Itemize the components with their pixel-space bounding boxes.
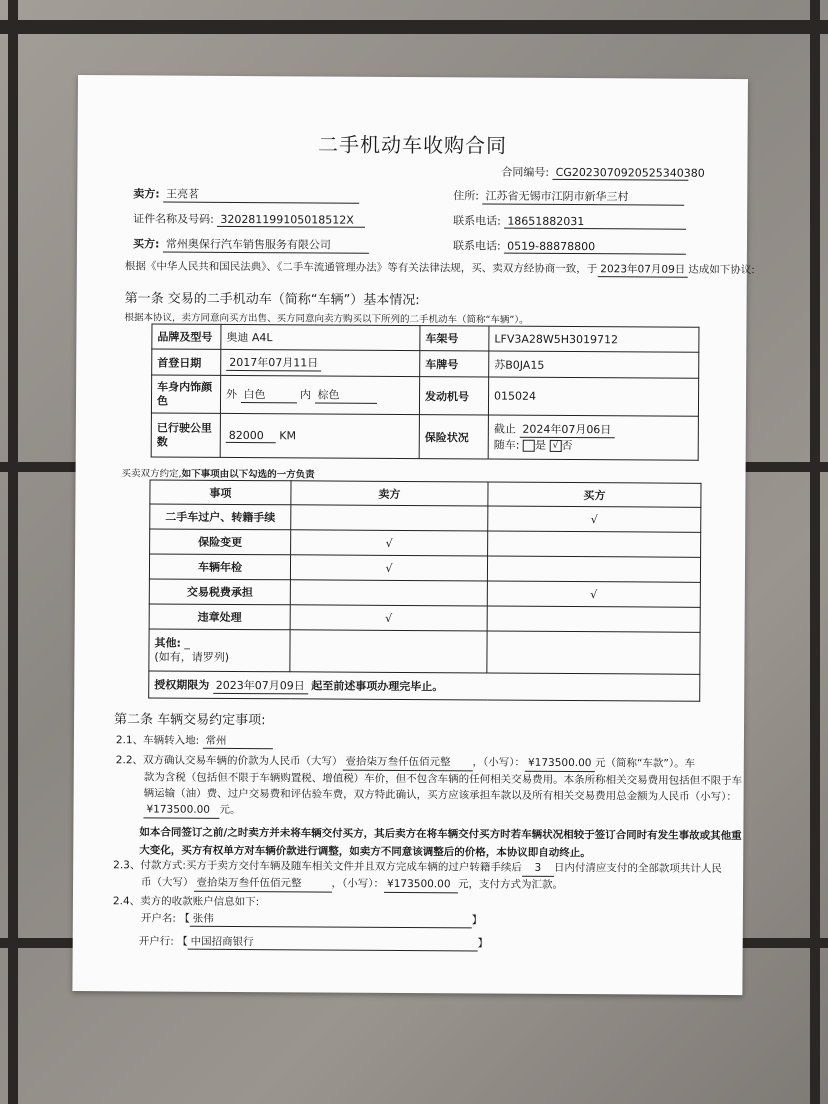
c23-a: 付款方式:买方于卖方交付车辆及随车相关文件并且双方完成车辆的过户转籍手续后: [140, 859, 522, 874]
agreement-intro-plain: 买卖双方约定,: [121, 468, 182, 480]
color-out-prefix: 外: [226, 387, 238, 401]
auth-date: 2023年07月09日: [213, 676, 308, 694]
seller-phone-label: 联系电话:: [453, 214, 501, 228]
agreement-intro-bold: 如下事项由以下勾选的一方负责: [181, 468, 315, 481]
reg-value: 2017年07月11日: [226, 354, 321, 372]
c22-line2: 款为含税（包括但不限于车辆购置税、增值税）车价，但不包含车辆的任何相关交易费用。本条所称相关交易费用包括但不限于车: [143, 771, 743, 788]
c22-c: 元（简称“车款”）。车: [594, 757, 696, 770]
basis-date: 2023年07月09日: [597, 261, 688, 278]
engine-value: 015024: [488, 377, 698, 416]
c22-b: ，（小写）：: [472, 756, 526, 769]
c22-unit: 元。: [219, 803, 241, 817]
holder-label: 开户名:: [140, 912, 176, 925]
buyer-label: 买方:: [132, 237, 160, 251]
mileage-cell: [220, 413, 419, 458]
color-in-prefix: 内: [300, 388, 312, 402]
brand-value: 奥迪 A4L: [221, 324, 420, 350]
c22-a: 双方确认交易车辆的价款为人民币（大写）: [142, 754, 343, 768]
agreement-buyer-mark[interactable]: √: [487, 581, 700, 607]
insurance-cell: [488, 415, 698, 460]
seller-address-row: [453, 187, 684, 205]
other-note: (如有，请罗列): [154, 649, 230, 664]
no-label: 否: [561, 438, 573, 453]
c23-days: 3: [522, 860, 554, 877]
table-row: [149, 554, 700, 582]
vin-label: 车架号: [420, 326, 489, 351]
buyer-row: [133, 235, 369, 253]
basis-prefix: 根据《中华人民共和国民法典》、《二手车流通管理办法》等有关法律法规，买、卖双方经协商一致，于: [124, 260, 598, 276]
insurance-date: 2024年07月06日: [519, 422, 614, 439]
contract-paper: [72, 75, 755, 995]
agreement-item: 二手车过户、转籍手续: [150, 504, 291, 530]
agreement-header-item: 事项: [150, 480, 291, 505]
c23-upper: 壹拾柒万叁仟伍佰元整: [194, 875, 332, 893]
agreement-buyer-mark[interactable]: √: [488, 506, 701, 532]
c24-label: 2.4、卖方的收款账户信息如下:: [112, 895, 260, 909]
mileage-label: 已行驶公里数: [151, 413, 220, 457]
no-checkbox[interactable]: √: [549, 440, 561, 452]
bank-label: 开户行:: [138, 935, 174, 948]
buyer-phone-row: [453, 237, 686, 254]
clause-2-1: [116, 732, 273, 749]
agreement-item: 车辆年检: [149, 554, 290, 580]
seller-label: 卖方:: [133, 187, 160, 201]
holder-row: 开户名: 【 张伟 】: [140, 912, 483, 927]
agreement-buyer-mark[interactable]: [488, 531, 701, 557]
agreement-seller-mark[interactable]: [290, 580, 487, 606]
agreement-intro: [122, 465, 315, 480]
agreement-seller-mark[interactable]: √: [290, 555, 487, 581]
clause-2-2: [115, 752, 743, 822]
basis-suffix: 达成如下协议:: [688, 263, 755, 277]
color-in: 棕色: [314, 386, 376, 403]
holder-value: 张伟: [190, 911, 472, 929]
plate-label: 车牌号: [420, 351, 489, 377]
article2-heading: 第二条 车辆交易约定事项:: [114, 712, 266, 729]
other-cell: [149, 629, 290, 672]
article1-heading: 第一条 交易的二手机动车（简称“车辆”）基本情况:: [124, 291, 420, 309]
agreement-seller-mark[interactable]: √: [291, 530, 488, 556]
buyer-phone-value: 0519-88878800: [504, 240, 686, 255]
buyer-phone-label: 联系电话:: [452, 239, 501, 253]
insurance-prefix: 截止: [493, 422, 516, 436]
id-value: 320281199105018512X: [217, 213, 365, 228]
bank-row: 开户行: 【 中国招商银行 】: [138, 935, 489, 950]
id-label: 证件名称及号码:: [133, 212, 214, 226]
auth-label: 授权期限为: [154, 677, 210, 692]
bank-value: 中国招商银行: [188, 934, 478, 952]
c23-e: 元，支付方式为汇款。: [458, 878, 564, 891]
mileage-value: 82000: [226, 428, 276, 442]
bold-para-2: 大变化，买方有权单方对车辆价款进行调整，如卖方不同意该调整后的价格，本协议即自动终止。: [139, 844, 591, 860]
seller-phone-row: [453, 212, 686, 229]
c22-line3: 辆运输（油）费、过户交易费和评估验车费，双方特此确认，买方应该承担车款以及所有相关交易费用总金额为人民币（小写）：: [143, 787, 737, 804]
plate-value: 苏B0JA15: [489, 351, 699, 378]
auth-row: [149, 671, 700, 701]
contract-no-label: 合同编号:: [501, 165, 550, 179]
c23-d: ，（小写）：: [331, 877, 385, 890]
id-row: [133, 210, 365, 227]
auth-suffix: 起至前述事项办理完毕止。: [311, 678, 444, 693]
c22-total: ¥173500.00: [143, 801, 219, 818]
buyer-name: 常州奥保行汽车销售服务有限公司: [163, 236, 369, 254]
yes-label: 是: [534, 438, 547, 452]
c22-amount: ¥173500.00: [525, 755, 595, 772]
bold-para-1: 如本合同签订之前/之时卖方并未将车辆交付买方，其后卖方在将车辆交付买方时若车辆状况相较于签订合同时有发生事故或其他重: [139, 826, 742, 843]
table-row: [150, 504, 701, 532]
c23-c: 币（大写）: [141, 876, 194, 889]
color-label: 车身内饰颜色: [151, 375, 220, 413]
color-cell: [220, 375, 419, 414]
engine-label: 发动机号: [419, 377, 488, 415]
c23-num: 2.3、: [113, 859, 141, 872]
c23-amount: ¥173500.00: [384, 876, 458, 893]
c21-value: 常州: [202, 733, 272, 749]
agreement-buyer-mark[interactable]: [487, 606, 700, 632]
seller-row: [133, 185, 359, 203]
vin-value: LFV3A28W5H3019712: [489, 326, 699, 352]
agreement-seller-mark[interactable]: [291, 505, 488, 531]
other-value: _: [184, 636, 190, 650]
other-row: [149, 629, 700, 674]
address-label: 住所:: [453, 189, 480, 203]
clause-2-3: [113, 857, 725, 895]
brand-label: 品牌及型号: [152, 324, 221, 349]
c21-label: 2.1、车辆转入地:: [115, 734, 200, 747]
agreement-header-seller: 卖方: [291, 481, 488, 506]
basis-text: [125, 258, 755, 278]
insurance-label: 保险状况: [419, 415, 488, 459]
agreement-header-buyer: 买方: [488, 482, 701, 507]
contract-no: [501, 164, 705, 181]
other-label: 其他:: [154, 635, 181, 650]
with-car-label: 随车:: [493, 438, 520, 452]
agreement-item: 保险变更: [150, 529, 291, 555]
c22-upper: 壹拾柒万叁仟伍佰元整: [342, 754, 472, 772]
yes-checkbox[interactable]: [523, 440, 535, 452]
agreement-buyer-mark[interactable]: [487, 556, 700, 582]
vehicle-table: [151, 323, 700, 460]
table-row: [149, 579, 700, 607]
other-seller[interactable]: [290, 630, 487, 673]
contract-no-value: CG2023070920525340380: [553, 166, 689, 181]
agreement-seller-mark[interactable]: √: [290, 605, 487, 631]
table-row: [150, 529, 701, 557]
agreement-item: 交易税费承担: [149, 579, 290, 605]
c22-num: 2.2、: [115, 754, 144, 767]
c23-b: 日内付清应支付的全部款项共计人民: [553, 861, 722, 875]
reg-cell: [221, 349, 420, 376]
agreement-table: [148, 479, 701, 701]
contract-title: 二手机动车收购合同: [318, 132, 508, 158]
auth-cell: [149, 671, 700, 701]
color-out: 白色: [240, 386, 296, 403]
table-row: [149, 604, 700, 632]
article1-intro: 根据本协议，卖方同意向买方出售、买方同意向卖方购买以下所列的二手机动车（简称“车辆”）。: [124, 312, 529, 326]
reg-label: 首登日期: [152, 349, 221, 375]
address-value: 江苏省无锡市江阴市新华三村: [482, 187, 684, 205]
other-buyer[interactable]: [487, 631, 700, 674]
seller-name: 王亮茗: [163, 186, 359, 204]
seller-phone-value: 18651882031: [504, 215, 686, 230]
mileage-unit: KM: [279, 428, 297, 442]
agreement-item: 违章处理: [149, 604, 290, 630]
